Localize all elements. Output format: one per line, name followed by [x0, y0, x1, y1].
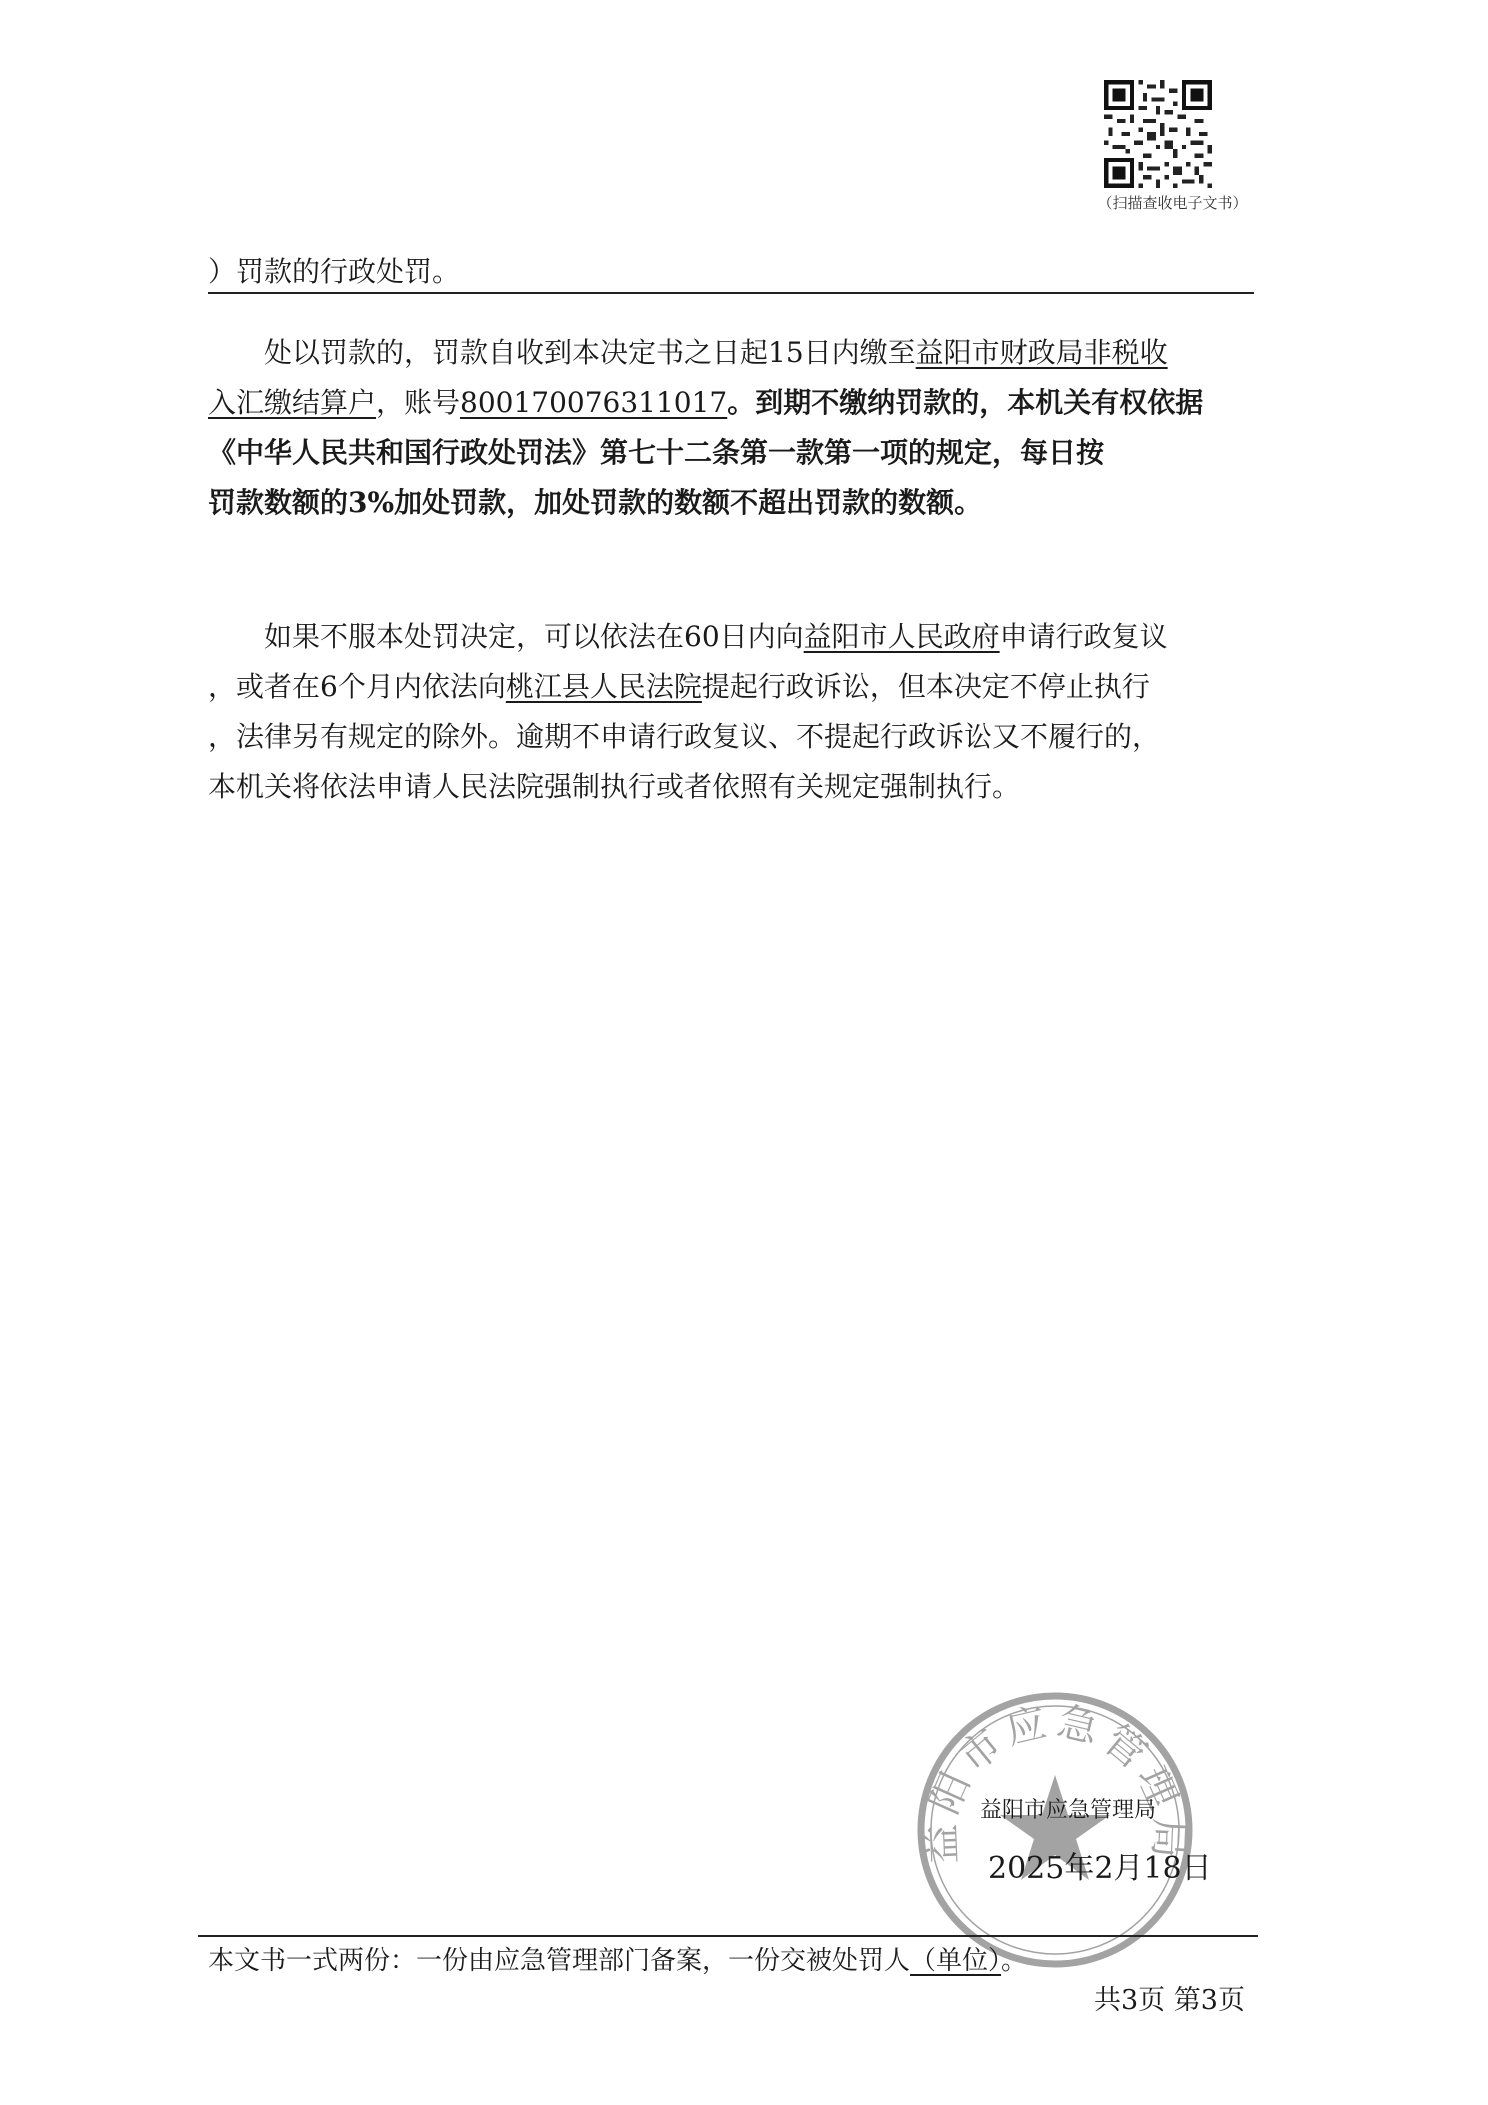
qr-caption: （扫描查收电子文书）	[1097, 194, 1248, 212]
payment-line-3: 《中华人民共和国行政处罚法》第七十二条第一款第一项的规定，每日按	[208, 436, 1105, 469]
appeal-text: 如果不服本处罚决定，可以依法在60日内向	[264, 620, 804, 653]
account-label: ，账号	[376, 386, 461, 419]
account-number: 800170076311017	[460, 386, 728, 419]
footer-divider	[198, 1935, 1258, 1937]
payment-text: 处以罚款的，罚款自收到本决定书之日起15日内缴至	[264, 336, 916, 369]
payment-paragraph	[208, 328, 1258, 528]
footer-note-unit: （单位）	[910, 1946, 1002, 1976]
payee-name: 益阳市财政局非税收	[915, 336, 1168, 369]
footer-note-text: 本文书一式两份：一份由应急管理部门备案，一份交被处罚人	[208, 1946, 911, 1976]
payment-line-4: 罚款数额的3%加处罚款，加处罚款的数额不超出罚款的数额。	[208, 486, 983, 519]
svg-text:益阳市应急管理局: 益阳市应急管理局	[918, 1698, 1192, 1865]
appeal-paragraph	[208, 612, 1258, 812]
lawsuit-text-tail: 提起行政诉讼，但本决定不停止执行	[701, 670, 1150, 703]
appeal-line-3: ，法律另有规定的除外。逾期不申请行政复议、不提起行政诉讼又不履行的，	[208, 720, 1161, 753]
issuer-name: 益阳市应急管理局	[980, 1798, 1157, 1823]
appeal-text-tail: 申请行政复议	[999, 620, 1168, 653]
overdue-text: 。到期不缴纳罚款的，本机关有权依据	[727, 386, 1204, 419]
payee-account-type: 入汇缴结算户	[208, 386, 377, 419]
appeal-line-1	[208, 612, 1258, 662]
qr-code-icon[interactable]	[1104, 80, 1212, 188]
continuation-line: ）罚款的行政处罚。	[208, 252, 1254, 294]
review-authority: 益阳市人民政府	[803, 620, 1000, 653]
appeal-line-2	[208, 662, 1258, 712]
official-seal-icon	[915, 1690, 1195, 1970]
court-name: 桃江县人民法院	[505, 670, 702, 703]
appeal-line-4: 本机关将依法申请人民法院强制执行或者依照有关规定强制执行。	[208, 770, 1021, 803]
payment-line-2	[208, 378, 1258, 428]
issue-date: 2025年2月18日	[988, 1851, 1212, 1886]
page-number: 共3页 第3页	[1094, 1985, 1245, 2016]
footer-note-end: 。	[1001, 1946, 1028, 1976]
lawsuit-text: ，或者在6个月内依法向	[208, 670, 506, 703]
payment-line-1	[208, 328, 1258, 378]
footer-note	[208, 1940, 1027, 1977]
